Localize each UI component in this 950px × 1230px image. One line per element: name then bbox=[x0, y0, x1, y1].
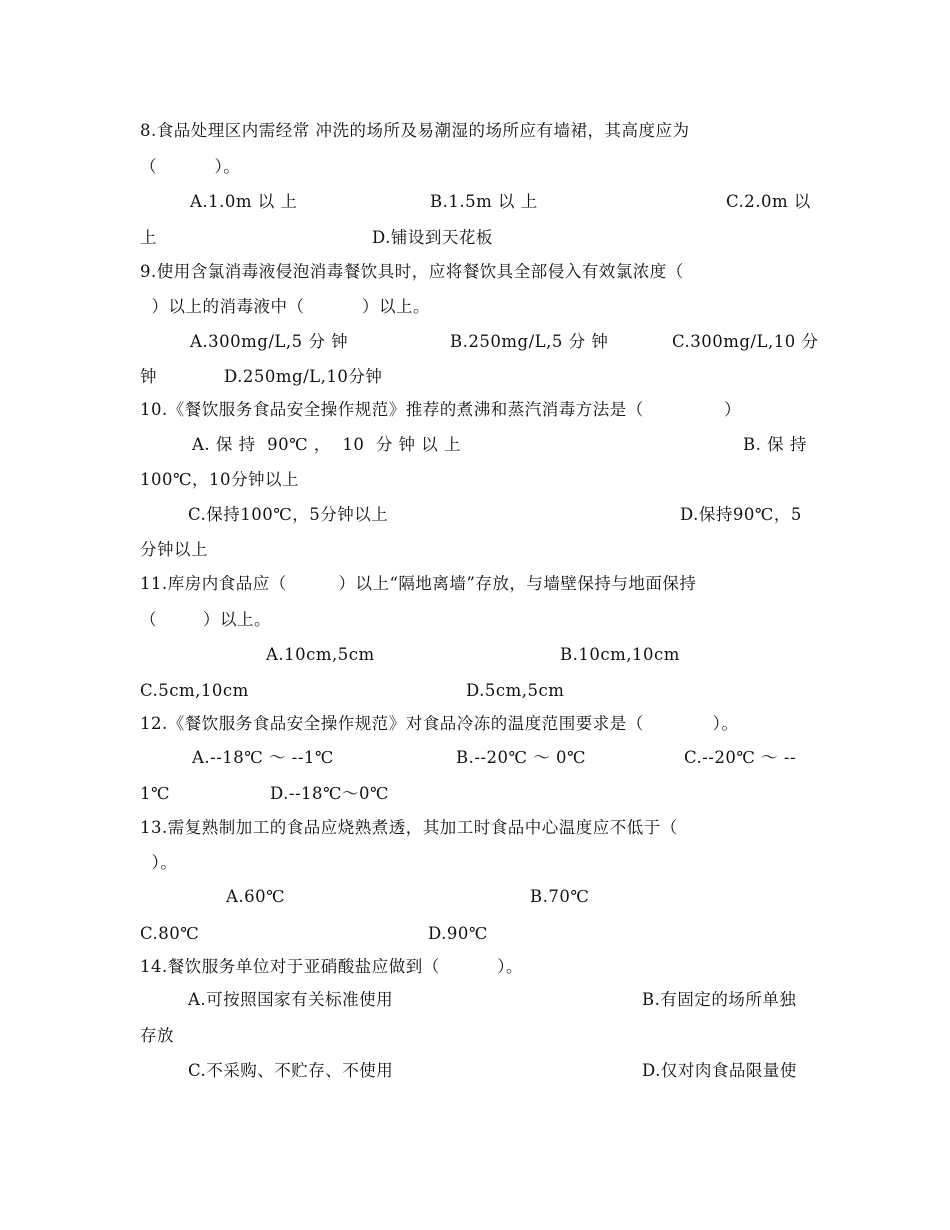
q12-stem-line1: 12.《餐饮服务食品安全操作规范》对食品冷冻的温度范围要求是（ ）。 bbox=[140, 714, 739, 733]
q9-option-c-wrap: 钟 bbox=[140, 367, 157, 386]
q13-stem-line2: ）。 bbox=[140, 853, 178, 872]
q8-option-b: B.1.5m 以 上 bbox=[430, 192, 538, 211]
q9-stem-line2: ）以上的消毒液中（ ）以上。 bbox=[140, 297, 430, 316]
q9-option-d: D.250mg/L,10分钟 bbox=[224, 367, 383, 386]
q14-option-d: D.仅对肉食品限量使 bbox=[642, 1061, 797, 1080]
q10-option-b-wrap: 100℃，10分钟以上 bbox=[140, 470, 299, 489]
q12-option-c-wrap: 1℃ bbox=[140, 784, 170, 803]
q10-stem-line1: 10.《餐饮服务食品安全操作规范》推荐的煮沸和蒸汽消毒方法是（ ） bbox=[140, 400, 742, 419]
q10-option-d: D.保持90℃，5 bbox=[680, 505, 802, 524]
q12-option-d: D.--18℃～0℃ bbox=[270, 784, 389, 803]
q8-option-c: C.2.0m 以 bbox=[726, 192, 811, 211]
q11-option-b: B.10cm,10cm bbox=[560, 645, 680, 664]
q14-option-b: B.有固定的场所单独 bbox=[642, 990, 797, 1009]
q8-stem-line2: （ ）。 bbox=[140, 157, 241, 176]
q13-option-d: D.90℃ bbox=[428, 924, 488, 943]
q10-option-b: B. 保 持 bbox=[743, 435, 807, 454]
q11-option-d: D.5cm,5cm bbox=[466, 681, 565, 700]
q8-stem-line1: 8.食品处理区内需经常 冲洗的场所及易潮湿的场所应有墙裙，其高度应为 bbox=[140, 121, 690, 140]
q13-option-a: A.60℃ bbox=[226, 887, 286, 906]
q12-option-b: B.--20℃ ～ 0℃ bbox=[456, 748, 586, 767]
q8-option-a: A.1.0m 以 上 bbox=[190, 192, 298, 211]
q11-option-c: C.5cm,10cm bbox=[140, 681, 249, 700]
q9-option-c: C.300mg/L,10 分 bbox=[672, 332, 819, 351]
q13-option-b: B.70℃ bbox=[530, 887, 590, 906]
q10-option-c: C.保持100℃，5分钟以上 bbox=[188, 505, 389, 524]
q9-option-b: B.250mg/L,5 分 钟 bbox=[450, 332, 609, 351]
q11-option-a: A.10cm,5cm bbox=[266, 645, 375, 664]
q13-option-c: C.80℃ bbox=[140, 924, 200, 943]
q12-option-c: C.--20℃ ～ -- bbox=[684, 748, 797, 767]
q8-option-c-wrap: 上 bbox=[140, 228, 157, 247]
q10-option-d-wrap: 分钟以上 bbox=[140, 540, 208, 559]
q10-option-a: A. 保 持 90℃ ， 10 分 钟 以 上 bbox=[192, 435, 462, 454]
q9-stem-line1: 9.使用含氯消毒液侵泡消毒餐饮具时，应将餐饮具全部侵入有效氯浓度（ bbox=[140, 262, 684, 281]
q14-option-c: C.不采购、不贮存、不使用 bbox=[188, 1061, 394, 1080]
q9-option-a: A.300mg/L,5 分 钟 bbox=[190, 332, 349, 351]
q14-option-a: A.可按照国家有关标准使用 bbox=[188, 990, 394, 1009]
q11-stem-line1: 11.库房内食品应（ ）以上“隔地离墙”存放，与墙壁保持与地面保持 bbox=[140, 574, 697, 593]
q8-option-d: D.铺设到天花板 bbox=[372, 228, 493, 247]
q12-option-a: A.--18℃ ～ --1℃ bbox=[192, 748, 334, 767]
q14-option-b-wrap: 存放 bbox=[140, 1026, 174, 1045]
q11-stem-line2: （ ）以上。 bbox=[140, 610, 271, 629]
q14-stem-line1: 14.餐饮服务单位对于亚硝酸盐应做到（ ）。 bbox=[140, 957, 523, 976]
q13-stem-line1: 13.需复熟制加工的食品应烧熟煮透，其加工时食品中心温度应不低于（ bbox=[140, 818, 678, 837]
